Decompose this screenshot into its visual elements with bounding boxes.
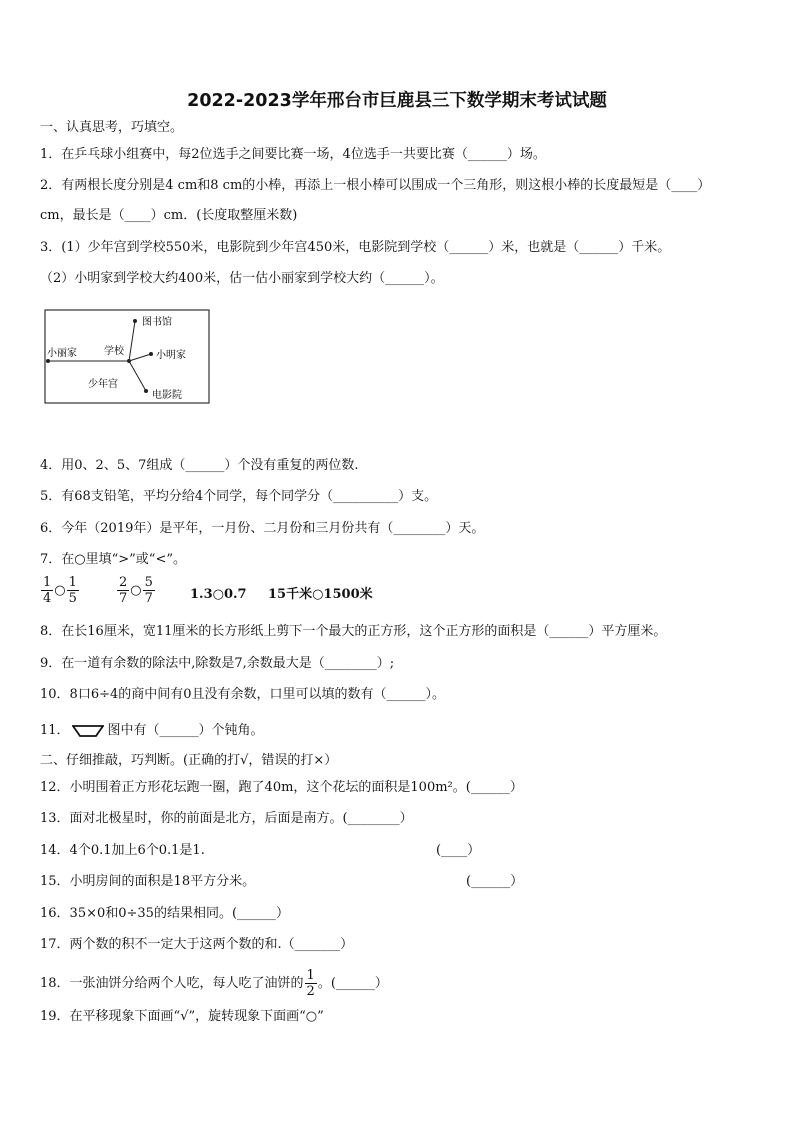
question-5: 5．有68支铅笔，平均分给4个同学，每个同学分（__________）支。 [40,489,438,504]
question-12: 12．小明围着正方形花坛跑一圈，跑了40m，这个花坛的面积是100m²。(______） [40,780,523,795]
q7-compare-b: $\frac{2}{7}$ ○ $\frac{5}{7}$ [119,575,153,606]
location-map-diagram [44,309,210,404]
map-label-cinema: 电影院 [152,390,182,401]
q7-compare-c: 1.3○0.7 [190,587,247,602]
question-7: 7．在○里填“>”或“<”。 [40,552,186,567]
map-label-library: 图书馆 [142,317,172,328]
question-4: 4．用0、2、5、7组成（______）个没有重复的两位数. [40,458,359,473]
question-13: 13．面对北极星时，你的前面是北方，后面是南方。(________） [40,811,413,826]
question-2-line-1: 2．有两根长度分别是4 cm和8 cm的小棒，再添上一根小棒可以围成一个三角形，则这根小棒的长度最短是（____） [40,178,711,193]
question-3-part-2: （2）小明家到学校大约400米，估一估小丽家到学校大约（______）。 [40,271,444,286]
map-label-youth-palace: 少年宫 [88,379,118,390]
question-2-line-2: cm，最长是（____）cm．(长度取整厘米数) [40,208,298,223]
map-label-xiaoli-home: 小丽家 [47,348,77,359]
fraction: $\frac{2}{7}$ [119,575,128,606]
section-1-heading: 一、认真思考，巧填空。 [40,120,184,135]
trapezoid-figure [72,724,104,738]
q7-compare-d: 15千米○1500米 [268,587,373,602]
fraction: $\frac{1}{2}$ [306,968,315,999]
question-14: 14．4个0.1加上6个0.1是1. [40,843,205,858]
question-15: 15．小明房间的面积是18平方分米。 [40,874,256,889]
question-1: 1．在乒乓球小组赛中，每2位选手之间要比赛一场，4位选手一共要比赛（______）场。 [40,147,546,162]
question-15-blank: (______） [466,874,524,889]
question-19: 19．在平移现象下面画“√”，旋转现象下面画“○” [40,1009,324,1024]
fraction: $\frac{1}{5}$ [68,575,77,606]
question-10: 10．8口6÷4的商中间有0且没有余数，口里可以填的数有（______）。 [40,687,446,702]
question-11: 11． 图中有（______）个钝角。 [40,723,264,738]
fraction: $\frac{5}{7}$ [144,575,153,606]
question-8: 8．在长16厘米，宽11厘米的长方形纸上剪下一个最大的正方形，这个正方形的面积是（______）平方厘米。 [40,624,667,639]
question-6: 6．今年（2019年）是平年，一月份、二月份和三月份共有（________）天。 [40,521,485,536]
q7-compare-a: $\frac{1}{4}$ ○ $\frac{1}{5}$ [43,575,77,606]
map-label-school: 学校 [104,346,124,357]
question-3-part-1: 3．(1）少年宫到学校550米，电影院到少年宫450米，电影院到学校（______）米，也就是（______）千米。 [40,240,671,255]
question-18: 18．一张油饼分给两个人吃，每人吃了油饼的 $\frac{1}{2}$ 。(______） [40,968,388,999]
section-2-heading: 二、仔细推敲，巧判断。(正确的打√，错误的打×） [40,753,338,768]
question-14-blank: (____） [436,843,481,858]
fraction: $\frac{1}{4}$ [43,575,52,606]
question-17: 17．两个数的积不一定大于这两个数的和.（_______） [40,937,354,952]
page-title: 2022-2023学年邢台市巨鹿县三下数学期末考试试题 [187,91,607,111]
question-9: 9．在一道有余数的除法中,除数是7,余数最大是（________）; [40,656,395,671]
question-16: 16．35×0和0÷35的结果相同。(______） [40,906,290,921]
map-label-xiaoming-home: 小明家 [156,350,186,361]
